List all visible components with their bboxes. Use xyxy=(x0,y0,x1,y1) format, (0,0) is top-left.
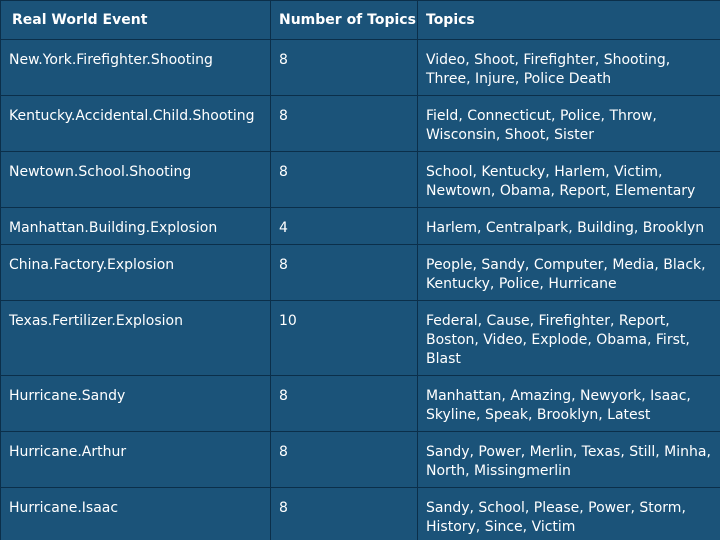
topics-cell: People, Sandy, Computer, Media, Black, Kentucky, Police, Hurricane xyxy=(418,245,720,301)
event-cell: Hurricane.Sandy xyxy=(1,376,271,432)
event-cell: China.Factory.Explosion xyxy=(1,245,271,301)
topics-cell: Federal, Cause, Firefighter, Report, Boston, Video, Explode, Obama, First, Blast xyxy=(418,301,720,376)
table-row xyxy=(1,40,720,96)
count-cell: 8 xyxy=(271,245,418,301)
count-cell: 8 xyxy=(271,152,418,208)
table-row xyxy=(1,152,720,208)
table-row xyxy=(1,301,720,376)
event-cell: New.York.Firefighter.Shooting xyxy=(1,40,271,96)
header-number-of-topics: Number of Topics xyxy=(271,1,418,40)
header-real-world-event: Real World Event xyxy=(1,1,271,40)
table-row xyxy=(1,376,720,432)
table-row xyxy=(1,432,720,488)
count-cell: 8 xyxy=(271,40,418,96)
header-topics: Topics xyxy=(418,1,720,40)
table-row xyxy=(1,488,720,540)
topics-cell: School, Kentucky, Harlem, Victim, Newtown, Obama, Report, Elementary xyxy=(418,152,720,208)
count-cell: 8 xyxy=(271,488,418,540)
event-cell: Hurricane.Arthur xyxy=(1,432,271,488)
event-cell: Kentucky.Accidental.Child.Shooting xyxy=(1,96,271,152)
table-row xyxy=(1,245,720,301)
event-cell: Texas.Fertilizer.Explosion xyxy=(1,301,271,376)
event-cell: Manhattan.Building.Explosion xyxy=(1,208,271,245)
header-row xyxy=(1,1,720,40)
topics-cell: Field, Connecticut, Police, Throw, Wisconsin, Shoot, Sister xyxy=(418,96,720,152)
count-cell: 8 xyxy=(271,376,418,432)
topics-cell: Sandy, Power, Merlin, Texas, Still, Minha, North, Missingmerlin xyxy=(418,432,720,488)
table-row xyxy=(1,96,720,152)
count-cell: 8 xyxy=(271,432,418,488)
table-row xyxy=(1,208,720,245)
topics-cell: Harlem, Centralpark, Building, Brooklyn xyxy=(418,208,720,245)
count-cell: 10 xyxy=(271,301,418,376)
count-cell: 4 xyxy=(271,208,418,245)
topics-cell: Video, Shoot, Firefighter, Shooting, Three, Injure, Police Death xyxy=(418,40,720,96)
count-cell: 8 xyxy=(271,96,418,152)
topics-cell: Manhattan, Amazing, Newyork, Isaac, Skyline, Speak, Brooklyn, Latest xyxy=(418,376,720,432)
topics-cell: Sandy, School, Please, Power, Storm, History, Since, Victim xyxy=(418,488,720,540)
event-cell: Hurricane.Isaac xyxy=(1,488,271,540)
event-cell: Newtown.School.Shooting xyxy=(1,152,271,208)
